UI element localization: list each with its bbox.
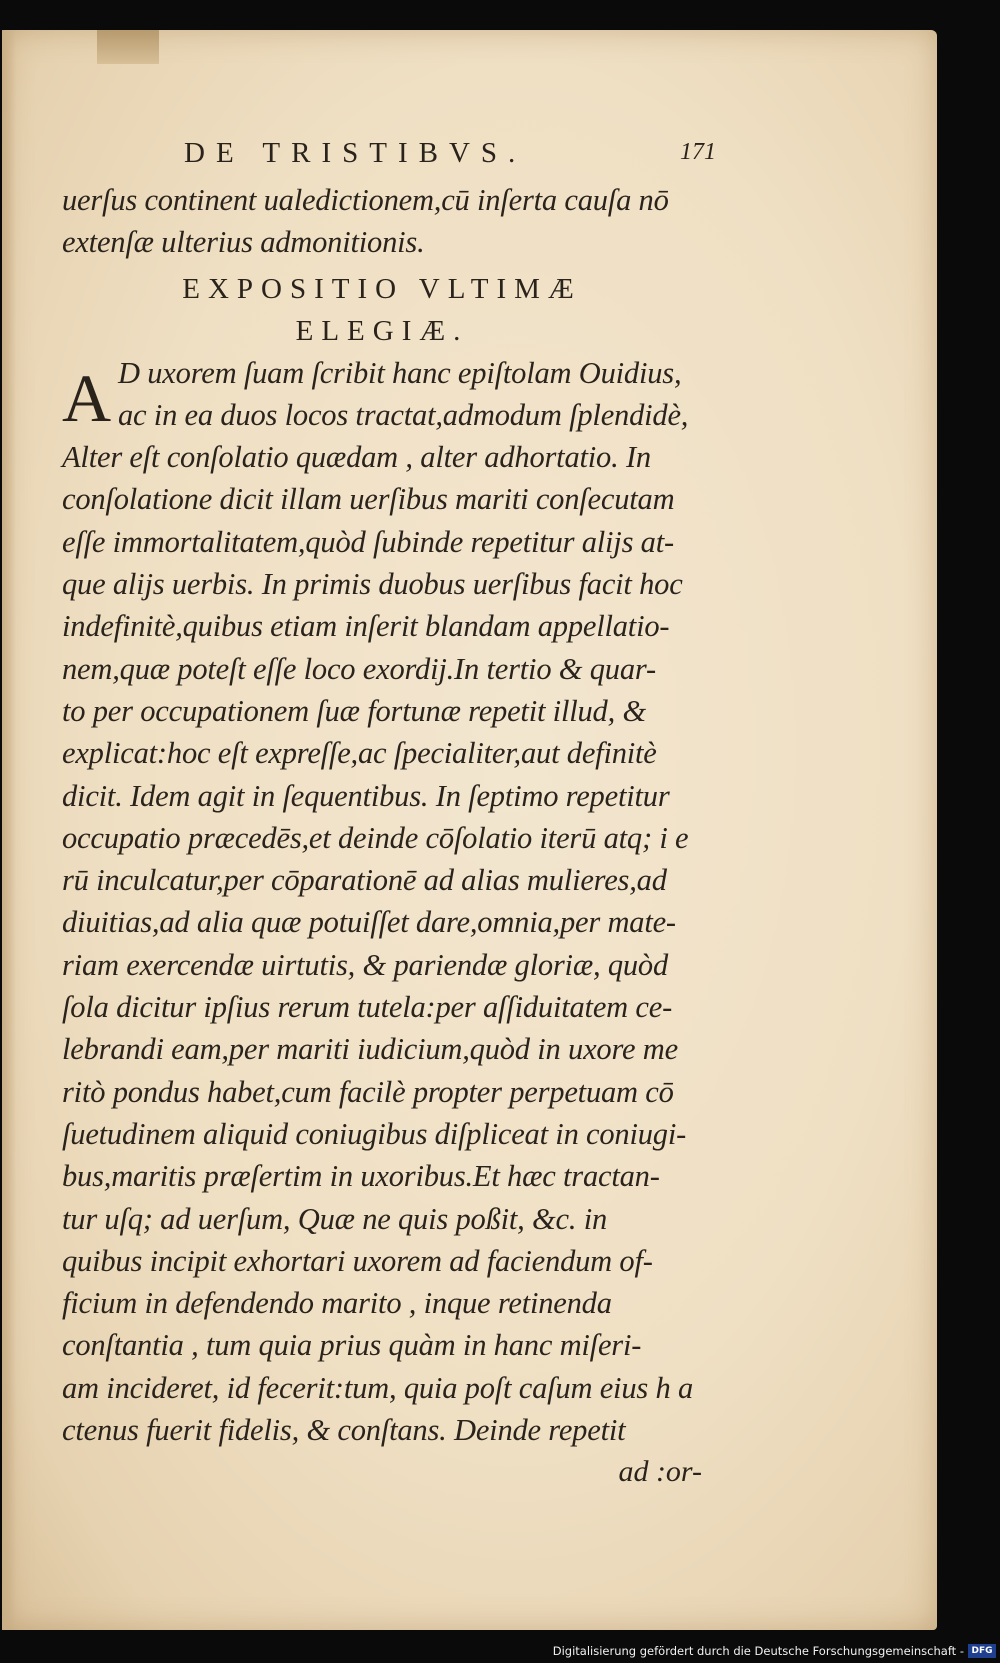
book-page <box>2 30 937 1630</box>
text-line: ſuetudinem aliquid coniugibus diſpliceat in coniugi- <box>62 1116 687 1151</box>
text-block <box>62 135 762 1493</box>
text-line: Alter eſt conſolatio quædam , alter adhortatio. In <box>62 440 651 475</box>
text-line: rū inculcatur,per cōparationē ad alias mulieres,ad <box>62 863 667 898</box>
section-heading-continued: ELEGIÆ. <box>295 314 469 347</box>
text-line: extenſæ ulterius admonitionis. <box>62 225 425 260</box>
text-line: uerſus continent ualedictionem,cū inſerta cauſa nō <box>62 183 669 217</box>
text-line: indefinitè,quibus etiam inſerit blandam appellatio- <box>62 609 670 644</box>
catchword: ad :or- <box>618 1455 702 1489</box>
text-line: conſolatione dicit illam uerſibus mariti conſecutam <box>62 482 675 517</box>
text-line: lebrandi eam,per mariti iudicium,quòd in uxore me <box>62 1032 678 1067</box>
text-line: riam exercendæ uirtutis, & pariendæ gloriæ, quòd <box>62 947 669 982</box>
drop-cap: A <box>62 359 112 436</box>
text-line: ritò pondus habet,cum facilè propter perpetuam cō <box>62 1074 674 1109</box>
initial-paragraph-start <box>62 352 762 437</box>
text-line: ſola dicitur ipſius rerum tutela:per aſſiduitatem ce- <box>62 990 673 1025</box>
body-lines <box>62 436 762 1451</box>
text-line: explicat:hoc eſt expreſſe,ac ſpecialiter,aut definitè <box>62 736 657 771</box>
text-line: bus,maritis præſertim in uxoribus.Et hæc tractan- <box>62 1159 660 1194</box>
text-line: to per occupationem ſuæ fortunæ repetit illud, & <box>62 693 646 728</box>
dfg-logo: DFG <box>968 1644 996 1658</box>
running-title: DE TRISTIBVS. <box>184 137 527 169</box>
text-line: ficium in defendendo marito , inque retinenda <box>62 1286 612 1321</box>
section-heading: EXPOSITIO VLTIMÆ <box>182 272 582 305</box>
text-line: ac in ea duos locos tractat,admodum ſplendidè, <box>118 397 689 432</box>
binding-tab <box>97 30 159 64</box>
text-line: tur uſq; ad uerſum, Quæ ne quis poßit, &c. in <box>62 1201 608 1236</box>
text-line: D uxorem ſuam ſcribit hanc epiſtolam Ouidius, <box>118 355 682 390</box>
text-line: am incideret, id fecerit:tum, quia poſt caſum eius h a <box>62 1370 693 1405</box>
text-line: dicit. Idem agit in ſequentibus. In ſeptimo repetitur <box>62 778 670 813</box>
text-line: eſſe immortalitatem,quòd ſubinde repetitur alijs at- <box>62 524 674 559</box>
funding-credit: Digitalisierung gefördert durch die Deutsche Forschungsgemeinschaft - <box>552 1644 964 1658</box>
running-head <box>62 135 762 179</box>
text-line: conſtantia , tum quia prius quàm in hanc miſeri- <box>62 1328 642 1363</box>
text-line: que alijs uerbis. In primis duobus uerſibus facit hoc <box>62 567 683 602</box>
text-line: occupatio præcedēs,et deinde cōſolatio iterū atq; i e <box>62 820 689 855</box>
text-line: diuitias,ad alia quæ potuiſſet dare,omnia,per mate- <box>62 905 676 940</box>
text-line: quibus incipit exhortari uxorem ad faciendum of- <box>62 1243 653 1278</box>
folio-number: 171 <box>680 139 716 165</box>
text-line: nem,quæ poteſt eſſe loco exordij.In tertio & quar- <box>62 651 656 686</box>
text-line: ctenus fuerit fidelis, & conſtans. Deinde repetit <box>62 1413 626 1448</box>
page-edge <box>2 30 16 1630</box>
